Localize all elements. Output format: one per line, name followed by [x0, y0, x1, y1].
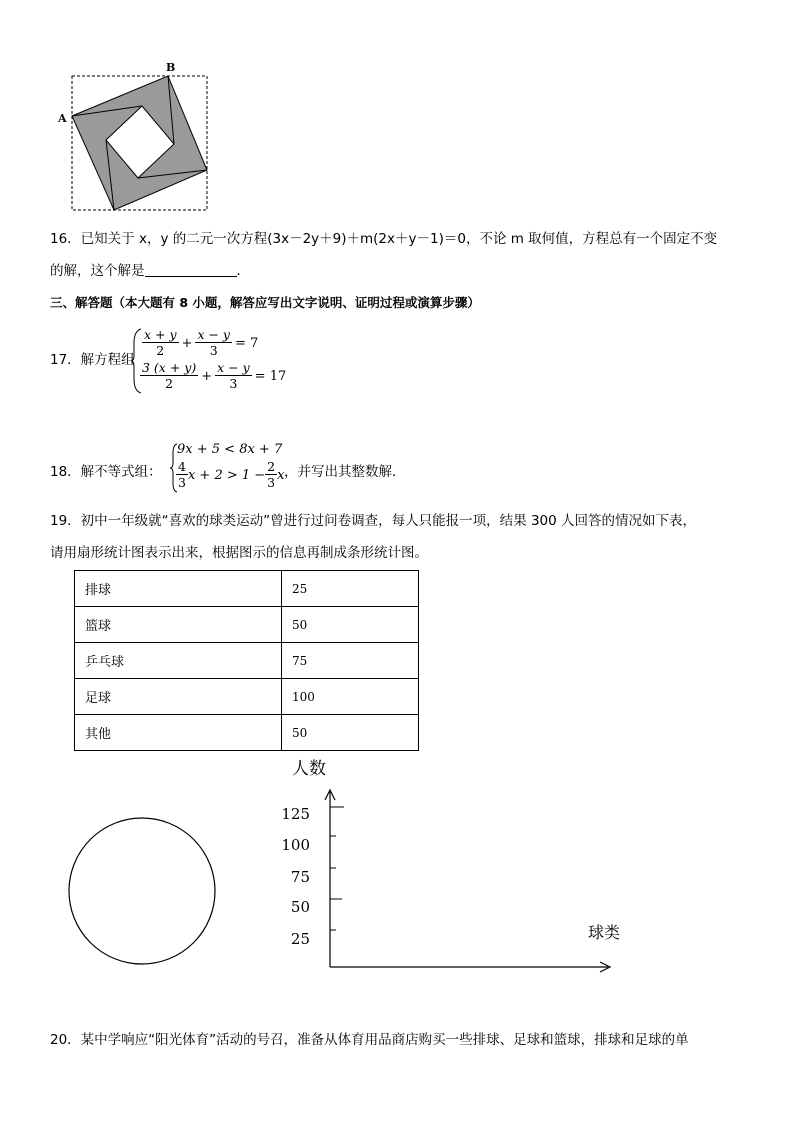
q18-ineq1: 9x + 5 < 8x + 7: [177, 442, 283, 457]
q20-line1: 20．某中学响应“阳光体育”活动的号召，准备从体育用品商店购买一些排球、足球和篮球，排球和足球的单: [50, 1032, 689, 1048]
y-tick-label: 25: [290, 930, 310, 948]
y-tick-label: 75: [290, 868, 310, 886]
q18-suffix: ，并写出其整数解．: [284, 464, 406, 480]
q18-label: 18．解不等式组：: [50, 464, 162, 480]
label-b: B: [166, 61, 176, 74]
section3-title: 三、解答题（本大题有 8 小题，解答应写出文字说明、证明过程或演算步骤）: [50, 295, 480, 310]
q17-label: 17．解方程组: [50, 352, 135, 368]
pie-chart-circle: [66, 815, 218, 967]
table-row: 其他 50: [75, 715, 419, 751]
y-axis-title: 人数: [292, 759, 326, 779]
q17-eq1: $\frac{x + y}{2}$ + $\frac{x - y}{3}$ = 7: [144, 327, 259, 358]
y-tick-label: 100: [281, 836, 310, 854]
q16-line2-after: ．: [236, 263, 250, 279]
q16-line2-before: 的解，这个解是: [50, 263, 145, 279]
table-row: 排球 25: [75, 571, 419, 607]
table-row: 篮球 50: [75, 607, 419, 643]
q16-line1: 16．已知关于 x，y 的二元一次方程(3x－2y＋9)＋m(2x＋y－1)＝0，不论 m 取何值，方程总有一个固定不变: [50, 231, 718, 247]
pinwheel-square-figure: [50, 58, 220, 216]
q17-eq2: $\frac{3 (x + y)}{2}$ + $\frac{x - y}{3}$ = 17: [142, 360, 287, 391]
bar-chart-axes: [270, 752, 630, 982]
answer-blank[interactable]: [145, 262, 237, 277]
y-tick-label: 50: [290, 898, 310, 916]
q16-line2: [50, 261, 250, 281]
table-row: 足球 100: [75, 679, 419, 715]
q18-ineq2: $\frac{4}{3}$ x + 2 > 1 − $\frac{2}{3}$ x: [178, 459, 285, 490]
x-axis-title: 球类: [587, 923, 620, 942]
survey-table: [74, 570, 419, 751]
label-a: A: [58, 112, 67, 125]
q19-line2: 请用扇形统计图表示出来，根据图示的信息再制成条形统计图。: [50, 545, 428, 561]
table-row: 乒乓球 75: [75, 643, 419, 679]
y-tick-label: 125: [281, 805, 310, 823]
q19-line1: 19．初中一年级就“喜欢的球类运动”曾进行过问卷调查，每人只能报一项，结果 300 人回答的情况如下表，: [50, 513, 697, 529]
